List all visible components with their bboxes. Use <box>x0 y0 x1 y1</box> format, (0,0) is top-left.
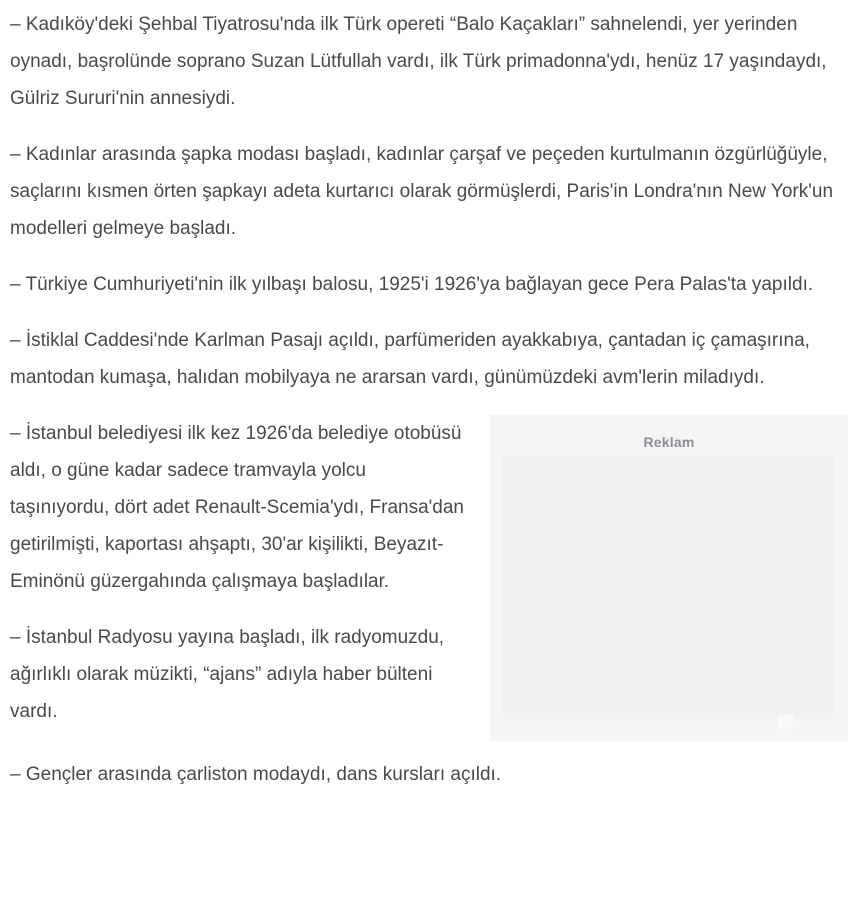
article-paragraph: – Kadınlar arasında şapka modası başladı, kadınlar çarşaf ve peçeden kurtulmanın özgürlüğüyle, saçlarını kısmen örten şapkayı adeta kurtarıcı olarak görmüşlerdi, Paris'in Londra'nın New York'un modelleri gelmeye başladı. <box>10 144 834 239</box>
article-paragraph: – Gençler arasında çarliston modaydı, dans kursları açıldı. <box>10 764 502 785</box>
article-paragraph: – İstanbul Radyosu yayına başladı, ilk radyomuzdu, ağırlıklı olarak müzikti, “ajans” adıyla haber bülteni vardı. <box>10 627 445 722</box>
article-paragraph: – Kadıköy'deki Şehbal Tiyatrosu'nda ilk Türk opereti “Balo Kaçakları” sahnelendi, yer yerinden oynadı, başrolünde soprano Suzan Lütfullah vardı, ilk Türk primadonna'ydı, henüz 17 yaşındaydı, Gülriz Sururi'nin annesiydi. <box>10 14 827 109</box>
ad-container <box>490 415 848 741</box>
article-paragraph: – İstanbul belediyesi ilk kez 1926'da belediye otobüsü aldı, o güne kadar sadece tramvayla yolcu taşınıyordu, dört adet Renault-Scemia'ydı, Fransa'dan getirilmişti, kaportası ahşaptı, 30'ar kişilikti, Beyazıt-Eminönü güzergahında çalışmaya başladılar. <box>10 423 464 592</box>
ad-badge <box>778 715 793 729</box>
article-paragraph: – İstiklal Caddesi'nde Karlman Pasajı açıldı, parfümeriden ayakkabıya, çantadan iç çamaşırına, mantodan kumaşa, halıdan mobilyaya ne ararsan vardı, günümüzdeki avm'lerin miladıydı. <box>10 330 810 388</box>
article-paragraph: – Türkiye Cumhuriyeti'nin ilk yılbaşı balosu, 1925'i 1926'ya bağlayan gece Pera Palas'ta yapıldı. <box>10 274 814 295</box>
ad-slot <box>503 455 833 719</box>
ad-label: Reklam <box>643 434 695 450</box>
